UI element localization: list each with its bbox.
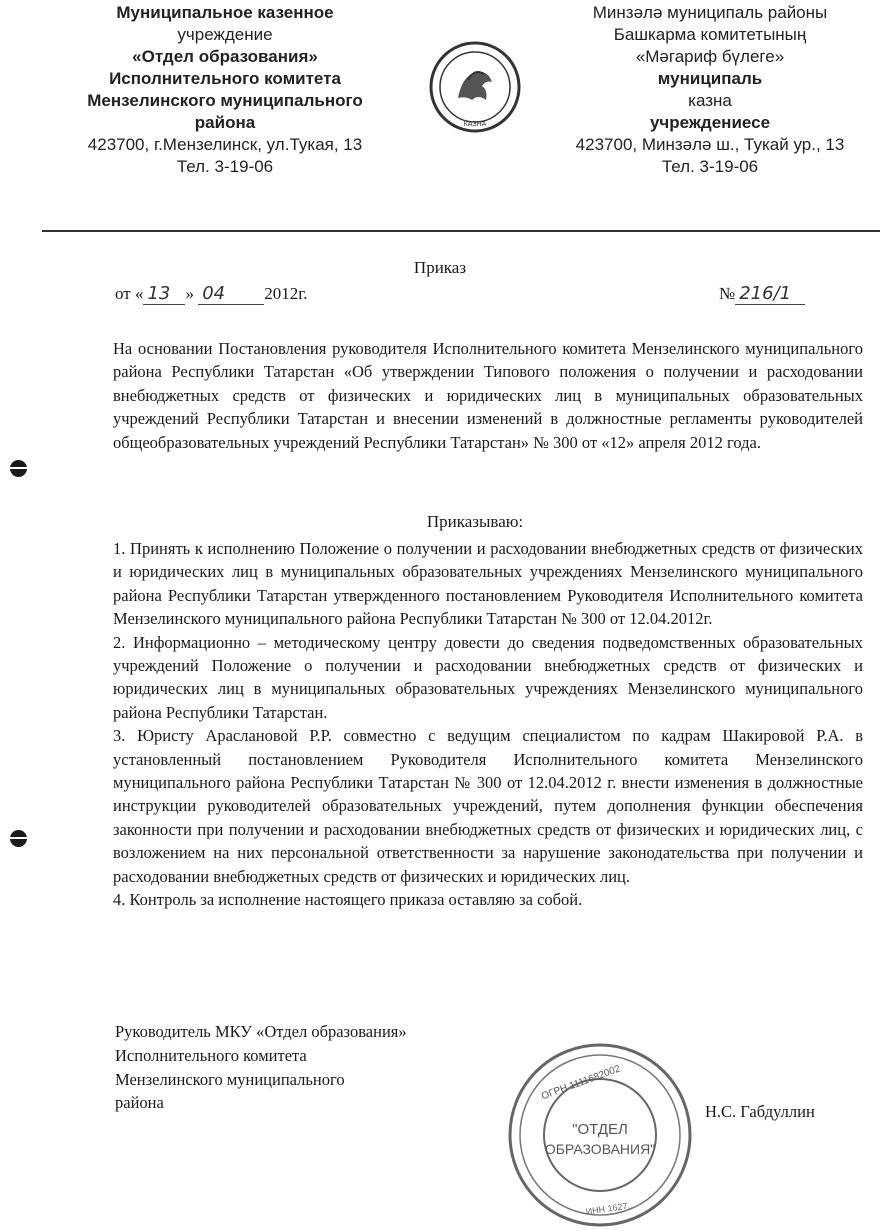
header-right bbox=[540, 2, 880, 178]
order-item: 3. Юристу Араслановой Р.Р. совместно с ведущим специалистом по кадрам Шакировой Р.А. в установленный постановлением Руководителя Исполнительного комитета Мензелинского муниципального района Республики Татарстан № 300 от 12.04.2012 г. внести изменения в должностные инструкции руководителей образовательных учреждений, путем дополнения функции обеспечения законности при получении и расходовании внебюджетных средств от физических и юридических лиц, с возложением на них персональной ответственности за нарушение законодательства при получении и расходовании внебюджетных средств от физических и юридических лиц. bbox=[113, 726, 863, 886]
header-right-line: казна bbox=[688, 91, 732, 110]
header-left-address: 423700, г.Мензелинск, ул.Тукая, 13 bbox=[87, 135, 363, 154]
svg-text:ОБРАЗОВАНИЯ": ОБРАЗОВАНИЯ" bbox=[544, 1141, 656, 1157]
order-heading: Приказываю: bbox=[426, 512, 524, 531]
header-left-line: «Отдел образования» bbox=[132, 47, 318, 66]
header-right-line: учреждениесе bbox=[649, 113, 771, 132]
svg-text:"ОТДЕЛ: "ОТДЕЛ bbox=[572, 1121, 628, 1138]
document-title: Приказ bbox=[413, 258, 467, 277]
punch-hole bbox=[10, 830, 27, 847]
date-month: 04 bbox=[198, 283, 264, 305]
signature-line: Руководитель МКУ «Отдел образования» bbox=[115, 1022, 407, 1041]
svg-text:ОГРН 1111682002: ОГРН 1111682002 bbox=[540, 1063, 623, 1103]
header-left-line: района bbox=[194, 113, 256, 132]
document-number bbox=[719, 283, 805, 305]
header-divider bbox=[42, 230, 880, 232]
order-item: 2. Информационно – методическому центру довести до сведения подведомственных образовательных учреждений Положение о получении и расходовании внебюджетных средств от физических и юридических лиц в муниципальных образовательных учреждениях Мензелинского муниципального района Республики Татарстан. bbox=[113, 632, 863, 722]
number-prefix: № bbox=[719, 284, 736, 303]
header-right-line: Башкарма комитетының bbox=[613, 25, 807, 44]
header-left-line: учреждение bbox=[177, 25, 273, 44]
preamble bbox=[113, 337, 863, 454]
header-right-phone: Тел. 3-19-06 bbox=[661, 157, 759, 176]
punch-hole bbox=[10, 460, 27, 477]
document-date bbox=[115, 283, 308, 305]
emblem-label: КАЗНА bbox=[463, 121, 487, 128]
date-year: 2012г. bbox=[264, 284, 308, 303]
svg-text:ИНН 1627...: ИНН 1627... bbox=[585, 1199, 636, 1217]
stamp-seal-icon bbox=[505, 1040, 695, 1230]
header-right-line: Минзәлә муниципаль районы bbox=[592, 3, 828, 22]
header-right-line: муниципаль bbox=[657, 69, 763, 88]
header-left bbox=[40, 2, 410, 178]
signature-line: Мензелинского муниципального bbox=[115, 1069, 345, 1089]
header-right-line: «Мәгариф бүлеге» bbox=[635, 47, 785, 66]
signature-line: района bbox=[115, 1093, 164, 1113]
order-items bbox=[113, 537, 863, 912]
number-value: 216/1 bbox=[735, 283, 805, 305]
header-right-address: 423700, Минзәлә ш., Тукай ур., 13 bbox=[575, 135, 845, 154]
header-left-line: Мензелинского муниципального bbox=[87, 91, 363, 110]
emblem-icon bbox=[428, 40, 522, 134]
date-day: 13 bbox=[143, 283, 185, 305]
date-prefix: от « bbox=[115, 284, 144, 303]
signature-line: Исполнительного комитета bbox=[115, 1045, 307, 1065]
header-left-phone: Тел. 3-19-06 bbox=[176, 157, 274, 176]
signatory-name: Н.С. Габдуллин bbox=[705, 1102, 815, 1121]
order-item: 4. Контроль за исполнение настоящего приказа оставляю за собой. bbox=[113, 890, 583, 910]
header-left-line: Исполнительного комитета bbox=[109, 69, 341, 88]
preamble-text: На основании Постановления руководителя Исполнительного комитета Мензелинского муниципального района Республики Татарстан «Об утверждении Типового положения о получении и расходовании внебюджетных средств от физических и юридических лиц в муниципальных образовательных учреждений Республики Татарстан и внесении изменений в должностные регламенты руководителей общеобразовательных учреждений Республики Татарстан» № 300 от «12» апреля 2012 года. bbox=[113, 339, 863, 452]
signature-block bbox=[115, 1020, 407, 1115]
date-mid: » bbox=[185, 284, 194, 303]
order-item: 1. Принять к исполнению Положение о получении и расходовании внебюджетных средств от физических и юридических лиц в муниципальных образовательных учреждениях Мензелинского муниципального района Республики Татарстан утвержденного постановлением Руководителя Исполнительного комитета Мензелинского муниципального района Республики Татарстан № 300 от 12.04.2012г. bbox=[113, 539, 863, 629]
header-left-line: Муниципальное казенное bbox=[116, 3, 334, 22]
